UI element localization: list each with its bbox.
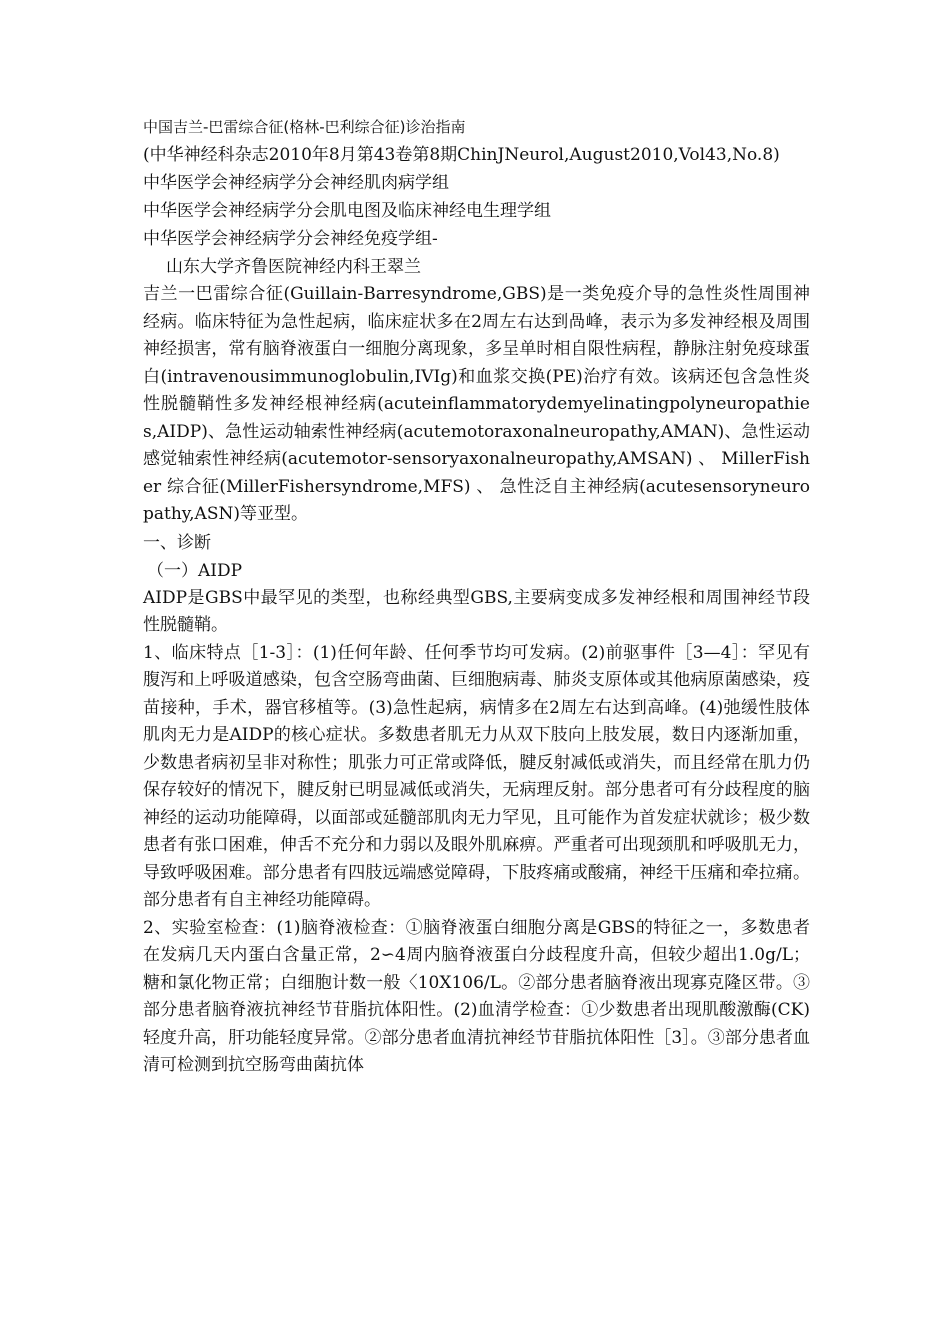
organization-line: 中华医学会神经病学分会神经肌肉病学组	[143, 173, 449, 193]
journal-citation: (中华神经科杂志2010年8月第43卷第8期ChinJNeurol,August2010,Vol43,No.8)	[143, 145, 780, 165]
lab-tests-paragraph: 2、实验室检查：(1)脑脊液检查：①脑脊液蛋白细胞分离是GBS的特征之一，多数患者在发病几天内蛋白含量正常，2∽4周内脑脊液蛋白分歧程度升高，但较少超出1.0g/L；糖和氯化物正常；白细胞计数一般〈10X106/L。②部分患者脑脊液出现寡克隆区带。③部分患者脑脊液抗神经节苷脂抗体阳性。(2)血清学检查：①少数患者出现肌酸激酶(CK)轻度升高，肝功能轻度异常。②部分患者血清抗神经节苷脂抗体阳性［3］。③部分患者血清可检测到抗空肠弯曲菌抗体	[143, 917, 810, 1075]
aidp-intro-paragraph: AIDP是GBS中最罕见的类型，也称经典型GBS,主要病变成多发神经根和周围神经节段性脱髓鞘。	[143, 587, 810, 635]
document-title: 中国吉兰-巴雷综合征(格林-巴利综合征)诊治指南	[143, 118, 466, 136]
subsection-heading: （一）AIDP	[147, 560, 243, 581]
document-page	[143, 113, 810, 1080]
section-heading: 一、诊断	[143, 532, 211, 553]
clinical-features-paragraph: 1、临床特点［1-3］：(1)任何年龄、任何季节均可发病。(2)前驱事件［3—4］：罕见有腹泻和上呼吸道感染，包含空肠弯曲菌、巨细胞病毒、肺炎支原体或其他病原菌感染，疫苗接种，手术，器官移植等。(3)急性起病，病情多在2周左右达到高峰。(4)弛缓性肢体肌肉无力是AIDP的核心症状。多数患者肌无力从双下肢向上肢发展，数日内逐渐加重，少数患者病初呈非对称性；肌张力可正常或降低，腱反射减低或消失，而且经常在肌力仍保存较好的情况下，腱反射已明显减低或消失，无病理反射。部分患者可有分歧程度的脑神经的运动功能障碍，以面部或延髓部肌肉无力罕见，且可能作为首发症状就诊；极少数患者有张口困难，伸舌不充分和力弱以及眼外肌麻痹。严重者可出现颈肌和呼吸肌无力，导致呼吸困难。部分患者有四肢远端感觉障碍，下肢疼痛或酸痛，神经干压痛和牵拉痛。部分患者有自主神经功能障碍。	[143, 642, 810, 910]
intro-paragraph: 吉兰一巴雷综合征(Guillain-Barresyndrome,GBS)是一类免疫介导的急性炎性周围神经病。临床特征为急性起病，临床症状多在2周左右达到咼峰，表示为多发神经根及周围神经损害，常有脑脊液蛋白一细胞分离现象，多呈单时相自限性病程，静脉注射免疫球蛋白(intravenousimmunoglobulin,IVIg)和血浆交换(PE)治疗有效。该病还包含急性炎性脱髓鞘性多发神经根神经病(acuteinflammatorydemyelinatingpolyneuropathies,AIDP)、急性运动轴索性神经病(acutemotoraxonalneuropathy,AMAN)、急性运动感觉轴索性神经病(acutemotor-sensoryaxonalneuropathy,AMSAN) 、 MillerFisher 综合征(MillerFishersyndrome,MFS) 、 急性泛自主神经病(acutesensoryneuropathy,ASN)等亚型。	[143, 284, 810, 524]
author-line: 山东大学齐鲁医院神经内科王翠兰	[166, 257, 421, 277]
organization-line: 中华医学会神经病学分会神经免疫学组-	[143, 229, 438, 249]
organization-line: 中华医学会神经病学分会肌电图及临床神经电生理学组	[143, 201, 551, 221]
